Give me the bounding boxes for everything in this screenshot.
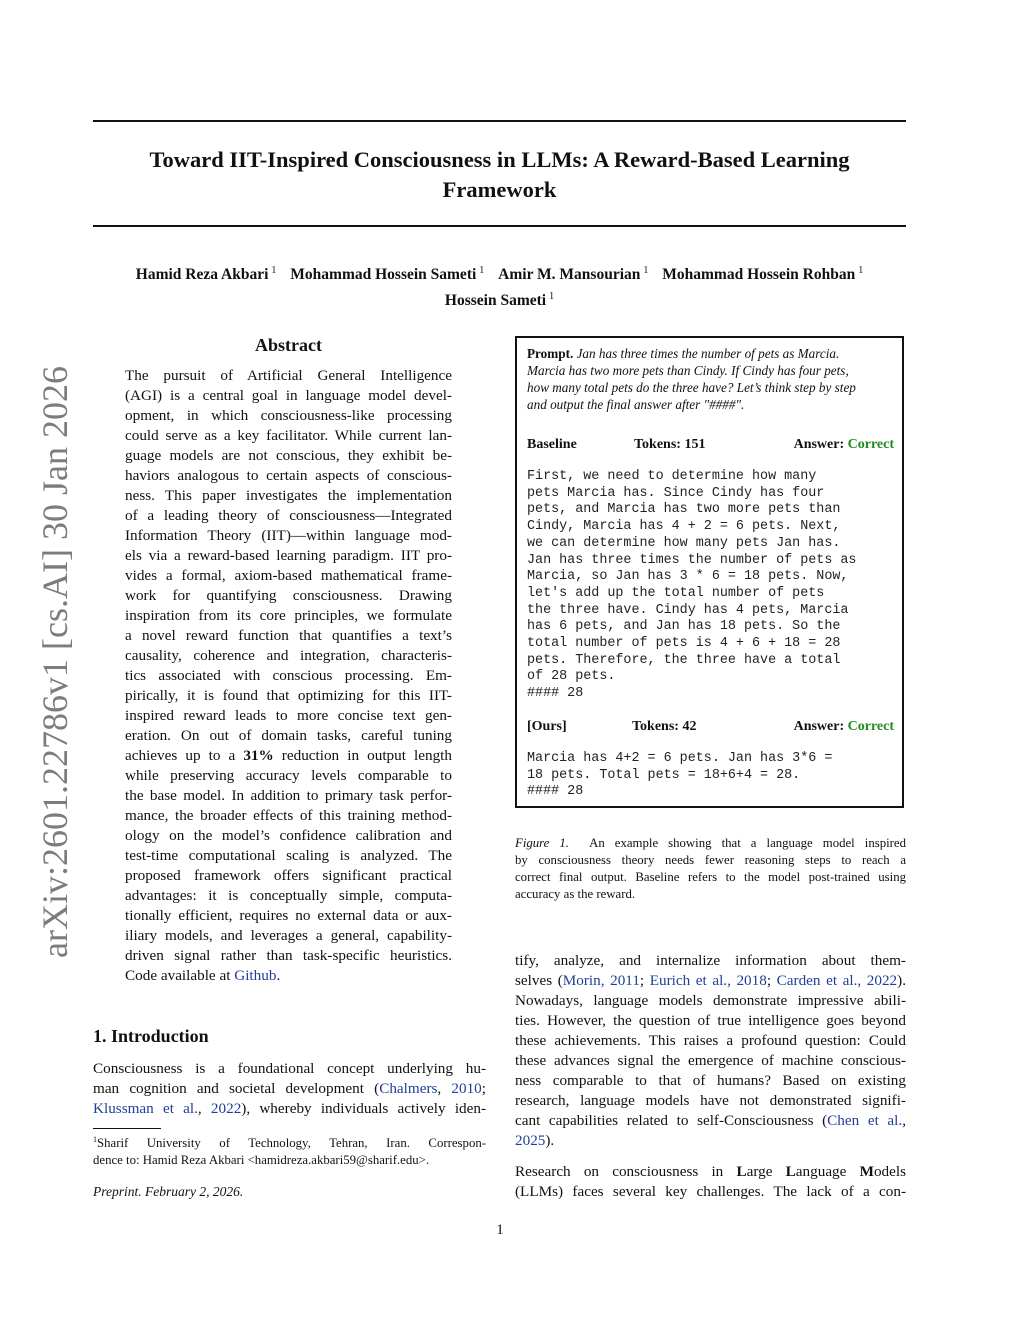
prompt-line bbox=[527, 345, 894, 362]
abstract-line: guage models are not conscious, they exhibit be- bbox=[125, 447, 452, 464]
author-affiliation: 1 bbox=[549, 291, 555, 302]
baseline-tokens: Tokens: 151 bbox=[634, 437, 706, 452]
abstract-line bbox=[125, 966, 452, 986]
body-text: ; bbox=[766, 972, 777, 989]
body-line: research, language models have not demonstrated signifi- bbox=[515, 1092, 906, 1109]
body-text: Research on consciousness in bbox=[515, 1163, 737, 1180]
body-line: ness comparable to that of humans? Based on existing bbox=[515, 1072, 906, 1089]
abstract-line: ness. This paper investigates the implementation bbox=[125, 487, 452, 504]
intro-line: Consciousness is a foundational concept underlying hu- bbox=[93, 1060, 486, 1077]
acronym-letter: L bbox=[736, 1163, 747, 1180]
abstract-line: the base model. In addition to primary task perfor- bbox=[125, 787, 452, 804]
title-bottom-rule bbox=[93, 225, 906, 227]
ours-label: [Ours] bbox=[527, 719, 567, 734]
citation-year-link[interactable]: 2022 bbox=[210, 1100, 242, 1117]
figure-1-box bbox=[515, 336, 904, 808]
citation-author: Chalmers bbox=[379, 1080, 438, 1097]
abstract-body bbox=[125, 366, 452, 986]
caption-line: by consciousness theory needs fewer reasoning steps to reach a bbox=[515, 853, 906, 867]
body-line bbox=[515, 971, 906, 991]
body-line: these advances signal the emergence of machine conscious- bbox=[515, 1052, 906, 1069]
citation-link[interactable]: Morin, 2011 bbox=[562, 972, 640, 989]
abstract-line: inspiration from its core principles, we formulate bbox=[125, 607, 452, 624]
abstract-line: test-time computational scaling is analyzed. The bbox=[125, 847, 452, 864]
body-text: anguage bbox=[795, 1163, 860, 1180]
author-name: Mohammad Hossein Rohban bbox=[662, 266, 856, 283]
body-line: tify, analyze, and internalize information about them- bbox=[515, 952, 906, 969]
footnote-line: dence to: Hamid Reza Akbari <hamidreza.akbari59@sharif.edu>. bbox=[93, 1153, 430, 1167]
acronym-letter: M bbox=[859, 1163, 874, 1180]
intro-paragraph bbox=[93, 1059, 486, 1119]
abstract-text: reduction in output length bbox=[273, 747, 452, 764]
body-line bbox=[515, 1162, 906, 1182]
baseline-answer bbox=[794, 436, 894, 454]
abstract-text: . bbox=[276, 967, 281, 984]
body-text: cant capabilities related to self-Consciousness ( bbox=[515, 1112, 828, 1129]
prompt-line bbox=[527, 362, 894, 379]
abstract-line: eration. On out of domain tasks, careful tuning bbox=[125, 727, 452, 744]
footnote-line bbox=[93, 1131, 486, 1152]
citation-year-link[interactable]: 2010 bbox=[451, 1080, 482, 1097]
body-text: arge bbox=[746, 1163, 786, 1180]
abstract-line: advantages: it is conceptually simple, computa- bbox=[125, 887, 452, 904]
author bbox=[662, 266, 863, 283]
figure-prompt bbox=[527, 345, 894, 413]
answer-label: Answer: bbox=[793, 719, 845, 734]
abstract-line: proposed framework offers significant practical bbox=[125, 867, 452, 884]
author-name: Hossein Sameti bbox=[444, 292, 547, 309]
prompt-label: Prompt. bbox=[527, 346, 574, 361]
body-line: (LLMs) faces several key challenges. The lack of a con- bbox=[515, 1183, 906, 1200]
author bbox=[136, 266, 277, 283]
abstract-line: vides a formal, axiom-based mathematical frame- bbox=[125, 567, 452, 584]
author-affiliation: 1 bbox=[858, 265, 864, 276]
body-text: , bbox=[902, 1112, 906, 1129]
abstract-line: while preserving accuracy levels comparable to bbox=[125, 767, 452, 784]
ours-answer-status: Correct bbox=[847, 719, 894, 734]
abstract-line: (AGI) is a central goal in language model devel- bbox=[125, 387, 452, 404]
abstract-line: driven signal rather than task-specific heuristics. bbox=[125, 947, 452, 964]
abstract-line: work for quantifying consciousness. Drawing bbox=[125, 587, 452, 604]
ours-header-row bbox=[527, 718, 894, 736]
body-text: ). bbox=[897, 972, 906, 989]
arxiv-identifier-stamp: arXiv:2601.22786v1 [cs.AI] 30 Jan 2026 bbox=[35, 366, 75, 958]
acronym-letter: L bbox=[785, 1163, 796, 1180]
citation-year-link[interactable]: 2025 bbox=[515, 1132, 546, 1149]
prompt-text: and output the final answer after "####". bbox=[527, 397, 745, 412]
caption-text: An example showing that a language model inspired bbox=[589, 836, 907, 850]
preprint-note: Preprint. February 2, 2026. bbox=[93, 1184, 244, 1199]
abstract-line: mance, the broader effects of this training method- bbox=[125, 807, 452, 824]
intro-text: ; bbox=[481, 1080, 486, 1097]
body-line: ties. However, the question of true intelligence goes beyond bbox=[515, 1012, 906, 1029]
paper-title-line-1: Toward IIT-Inspired Consciousness in LLMs: A Reward-Based Learning bbox=[149, 147, 850, 172]
body-text: ; bbox=[639, 972, 650, 989]
abstract-line: els via a reward-based learning paradigm. IIT pro- bbox=[125, 547, 452, 564]
body-line: these achievements. This raises a profound question: Could bbox=[515, 1032, 906, 1049]
prompt-text: Jan has three times the number of pets as Marcia. bbox=[576, 346, 840, 361]
abstract-line: Information Theory (IIT)—within language mod- bbox=[125, 527, 452, 544]
abstract-line: haviors analogous to certain aspects of conscious- bbox=[125, 467, 452, 484]
author bbox=[290, 266, 484, 283]
prompt-text: how many total pets do the three have? Let’s think step by step bbox=[527, 380, 856, 395]
author-affiliation: 1 bbox=[271, 265, 277, 276]
author-name: Mohammad Hossein Sameti bbox=[290, 266, 477, 283]
intro-text: ), whereby individuals actively iden- bbox=[241, 1100, 487, 1117]
abstract-line: tics associated with conscious processing. Em- bbox=[125, 667, 452, 684]
figure-1-caption bbox=[515, 835, 906, 903]
abstract-line: a novel reward function that quantifies a text’s bbox=[125, 627, 452, 644]
intro-line bbox=[93, 1079, 486, 1099]
body-line bbox=[515, 1111, 906, 1131]
abstract-line: opment, in which consciousness-like processing bbox=[125, 407, 452, 424]
github-link[interactable]: Github bbox=[234, 967, 277, 984]
abstract-highlight-percent: 31% bbox=[243, 747, 274, 764]
body-line: Nowadays, language models demonstrate impressive abili- bbox=[515, 992, 906, 1009]
page-number: 1 bbox=[496, 1222, 504, 1238]
author bbox=[498, 266, 648, 283]
citation-link[interactable]: Eurich et al., 2018 bbox=[649, 972, 767, 989]
citation-link[interactable]: Klussman et al. bbox=[93, 1100, 198, 1117]
ours-response-text: Marcia has 4+2 = 6 pets. Jan has 3*6 = 18 pets. Total pets = 18+6+4 = 28. #### 28 bbox=[527, 751, 833, 800]
paper-title bbox=[93, 145, 906, 205]
abstract-text: Code available at bbox=[125, 967, 235, 984]
baseline-answer-status: Correct bbox=[847, 437, 894, 452]
citation-link[interactable] bbox=[379, 1080, 437, 1097]
author-affiliation: 1 bbox=[479, 265, 485, 276]
footnote-text: Sharif University of Technology, Tehran, Iran. Correspon- bbox=[97, 1136, 486, 1150]
author-list bbox=[93, 260, 906, 312]
author bbox=[445, 292, 554, 309]
abstract-line: iliary models, and leverages a general, capability- bbox=[125, 927, 452, 944]
baseline-label: Baseline bbox=[527, 437, 577, 452]
prompt-line bbox=[527, 396, 894, 413]
caption-line bbox=[515, 835, 906, 852]
answer-label: Answer: bbox=[793, 437, 845, 452]
author-name: Hamid Reza Akbari bbox=[135, 266, 269, 283]
body-text: odels bbox=[873, 1163, 906, 1180]
abstract-text: achieves up to a bbox=[125, 747, 244, 764]
section-heading-introduction: 1. Introduction bbox=[93, 1026, 209, 1046]
footnote bbox=[93, 1131, 486, 1169]
ours-answer bbox=[794, 718, 894, 736]
intro-line bbox=[93, 1099, 486, 1119]
intro-text: , bbox=[197, 1100, 211, 1117]
footnote-rule bbox=[93, 1128, 161, 1129]
baseline-response-text: First, we need to determine how many pets Marcia has. Since Cindy has four pets, and Marcia has two more pets than Cindy, Marcia has 4 + 2 = 6 pets. Next, we can determine how many pets Jan has. Jan has three times the number of pets as Marcia, so Jan has 3 * 6 = 18 pets. Now, let's add up the total number of pets the three have. Cindy has 4 pets, Marcia has 6 pets, and Jan has 18 pets. So the total number of pets is 4 + 6 + 18 = 28 pets. Therefore, the three have a total of 28 pets. #### 28 bbox=[527, 469, 857, 702]
intro-text: , bbox=[437, 1080, 452, 1097]
right-column-paragraph-2 bbox=[515, 1162, 906, 1202]
paper-title-line-2: Framework bbox=[442, 177, 557, 202]
abstract-line: The pursuit of Artificial General Intelligence bbox=[125, 367, 452, 384]
body-text: ). bbox=[545, 1132, 555, 1149]
author-name: Amir M. Mansourian bbox=[498, 266, 641, 283]
abstract-line bbox=[125, 746, 452, 766]
body-text: selves ( bbox=[515, 972, 563, 989]
abstract-line: pirically, it is found that optimizing for this IIT- bbox=[125, 687, 452, 704]
caption-line: accuracy as the reward. bbox=[515, 887, 636, 901]
body-line bbox=[515, 1131, 906, 1151]
prompt-text: Marcia has two more pets than Cindy. If Cindy has four pets, bbox=[527, 363, 849, 378]
abstract-line: of a leading theory of consciousness—Integrated bbox=[125, 507, 452, 524]
author-affiliation: 1 bbox=[643, 265, 649, 276]
citation-link[interactable]: Chen et al. bbox=[827, 1112, 903, 1129]
intro-text: man cognition and societal development ( bbox=[93, 1080, 380, 1097]
abstract-line: causality, coherence and integration, characteris- bbox=[125, 647, 452, 664]
ours-tokens: Tokens: 42 bbox=[632, 719, 697, 734]
citation-link[interactable]: Carden et al., 2022 bbox=[776, 972, 898, 989]
abstract-line: inspired reward leads to more concise text gen- bbox=[125, 707, 452, 724]
abstract-line: could serve as a key facilitator. While current lan- bbox=[125, 427, 452, 444]
abstract-line: tionally efficient, requires no external data or aux- bbox=[125, 907, 452, 924]
abstract-line: ology on the model’s confidence calibration and bbox=[125, 827, 452, 844]
caption-label: Figure 1. bbox=[515, 836, 569, 850]
footnote-marker: 1 bbox=[93, 1135, 97, 1144]
title-top-rule bbox=[93, 120, 906, 122]
caption-line: correct final output. Baseline refers to the model post-trained using bbox=[515, 870, 906, 884]
baseline-header-row bbox=[527, 436, 894, 454]
abstract-heading: Abstract bbox=[255, 335, 322, 355]
right-column-paragraph-1 bbox=[515, 951, 906, 1151]
prompt-line bbox=[527, 379, 894, 396]
